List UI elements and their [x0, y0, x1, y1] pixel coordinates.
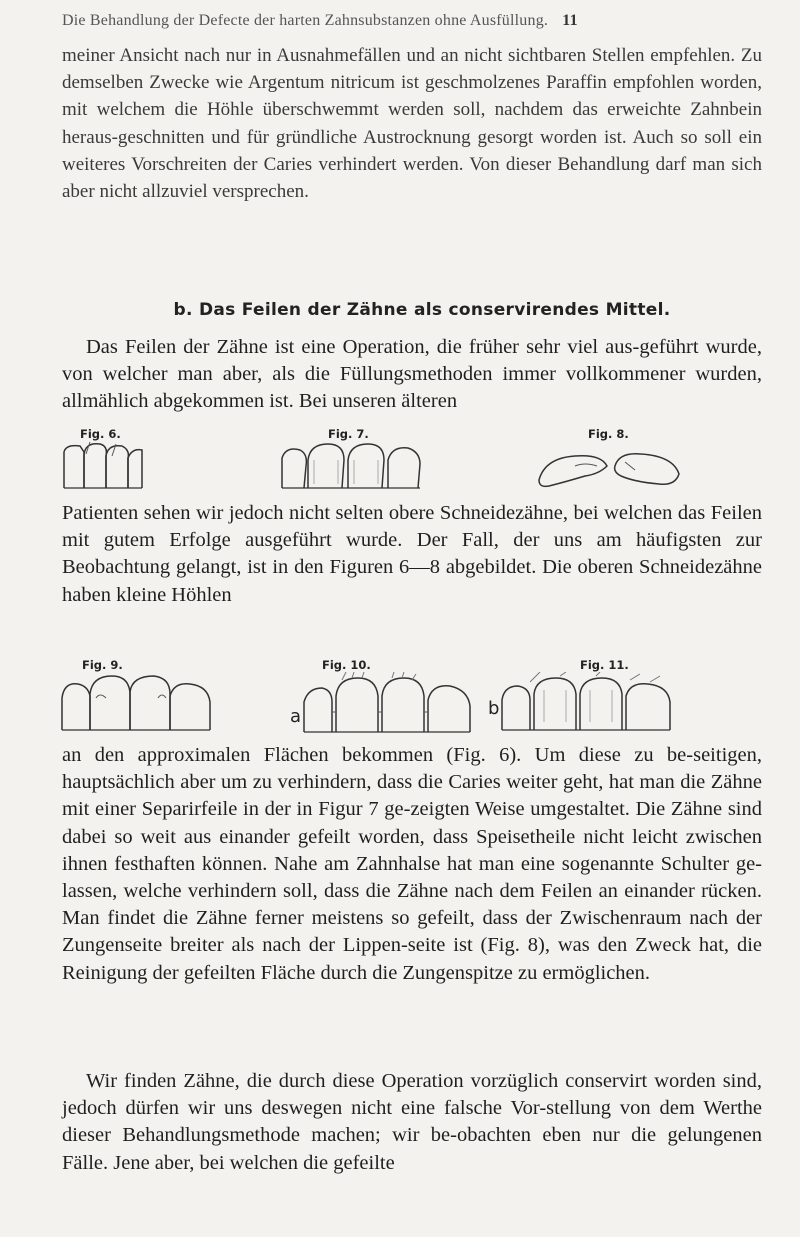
section-heading: b. Das Feilen der Zähne als conservirendes Mittel.: [173, 300, 671, 320]
fig-7-teeth-illustration: [280, 440, 425, 490]
paragraph-3: Patienten sehen wir jedoch nicht selten obere Schneidezähne, bei welchen das Feilen mit gutem Erfolge ausgeführt wurde. Der Fall, der uns am häufigsten zur Beobachtung gelangt, ist in den Figuren 6—8 abgebildet. Die oberen Schneidezähne haben kleine Höhlen: [62, 502, 762, 606]
fig-10-label: Fig. 10.: [322, 658, 371, 672]
page-number: 11: [562, 12, 578, 29]
paragraph-5: Wir finden Zähne, die durch diese Operation vorzüglich conservirt worden sind, jedoch dürfen wir uns deswegen nicht eine falsche Vor-stellung von dem Werthe dieser Behandlungsmethode machen; wir be-obachten eben nur die gelungenen Fälle. Jene aber, bei welchen die gefeilte: [62, 1070, 762, 1174]
fig-6-label: Fig. 6.: [80, 427, 121, 441]
running-head-title: Die Behandlung der Defecte der harten Zahnsubstanzen ohne Ausfüllung.: [62, 12, 549, 29]
fig-6-teeth-illustration: [60, 440, 150, 490]
fig-8-teeth-illustration: [535, 444, 685, 490]
paragraph-2: Das Feilen der Zähne ist eine Operation, die früher sehr viel aus-geführt wurde, von welcher man aber, als die Füllungsmethoden immer vollkommener wurden, allmählich abgekommen ist. Bei unseren älteren: [62, 336, 762, 413]
running-head: [62, 12, 762, 30]
paragraph-1: meiner Ansicht nach nur in Ausnahmefällen und an nicht sichtbaren Stellen empfehlen. Zu demselben Zwecke wie Argentum nitricum ist geschmolzenes Paraffin empfohlen worden, mit welchem die Höhle überschwemmt werden soll, nachdem das erweichte Zahnbein heraus-geschnitten und für gründliche Austrocknung gesorgt worden ist. Auch so soll ein weiteres Vorschreiten der Caries verhindert werden. Von dieser Behandlung darf man sich aber nicht allzuviel versprechen.: [62, 45, 762, 203]
fig-10-teeth-illustration: [302, 672, 482, 736]
fig-9-label: Fig. 9.: [82, 658, 123, 672]
fig-8-label: Fig. 8.: [588, 427, 629, 441]
fig-10-letter: a: [290, 706, 302, 727]
fig-11-teeth-illustration: [500, 672, 675, 734]
fig-11-label: Fig. 11.: [580, 658, 629, 672]
paragraph-4: an den approximalen Flächen bekommen (Fig. 6). Um diese zu be-seitigen, hauptsächlich aber um zu verhindern, dass die Caries weiter geht, hat man die Zähne mit einer Separirfeile in der in Figur 7 ge-zeigten Weise umgestaltet. Die Zähne sind dabei so weit aus einander gefeilt worden, dass Speisetheile nicht leicht zwischen ihnen festhaften können. Nahe am Zahnhalse hat man eine sogenannte Schulter ge-lassen, welche verhindern soll, dass die Zähne nach dem Feilen an einander rücken. Man findet die Zähne ferner meistens so gefeilt, dass der Zwischenraum nach der Zungenseite breiter als nach der Lippen-seite ist (Fig. 8), was den Zweck hat, die Reinigung der gefeilten Fläche durch die Zungenspitze zu ermöglichen.: [62, 744, 762, 984]
fig-11-letter: b: [488, 698, 500, 719]
fig-7-label: Fig. 7.: [328, 427, 369, 441]
fig-9-teeth-illustration: [60, 672, 215, 734]
